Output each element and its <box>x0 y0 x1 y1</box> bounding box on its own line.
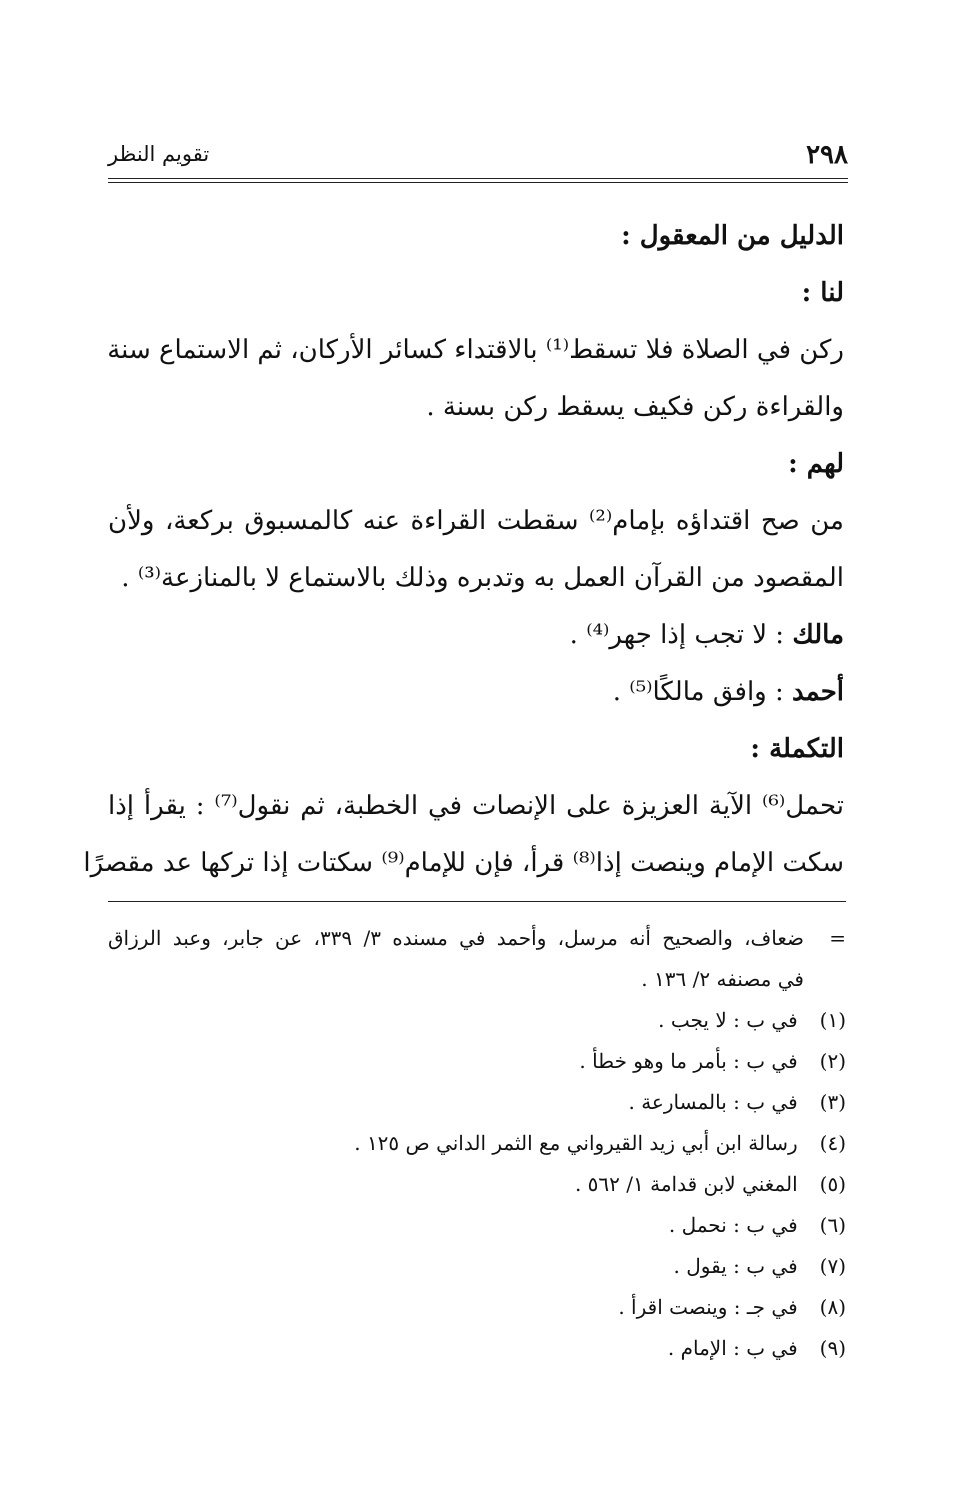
ahmad-text: : وافق مالكًا⁽⁵⁾ . <box>612 677 793 707</box>
footnote-text: ضعاف، والصحيح أنه مرسل، وأحمد في مسنده ٣/ ٣٣٩، عن جابر، وعبد الرزاق <box>108 926 804 950</box>
malik-text: : لا تجب إذا جهر⁽⁴⁾ . <box>569 620 793 650</box>
text-line: تحمل⁽⁶⁾ الآية العزيزة على الإنصات في الخطبة، ثم نقول⁽⁷⁾ : يقرأ إذا <box>108 791 844 821</box>
ahmad-paragraph <box>108 664 844 721</box>
footnote-text: في ب : لا يجب . <box>658 1008 798 1032</box>
footnote-item <box>108 1082 846 1123</box>
lahum-label: لهم : <box>788 449 844 479</box>
lana-label: لنا : <box>801 278 844 308</box>
main-text <box>83 208 844 892</box>
footnote-continuation <box>108 918 846 959</box>
footnote-text: في ب : يقول . <box>673 1254 798 1278</box>
takmila-label: التكملة : <box>750 734 844 764</box>
footnote-number: (٥) <box>819 1172 846 1196</box>
footnote-text: المغني لابن قدامة ١/ ٥٦٢ . <box>574 1172 798 1196</box>
header-rule <box>108 178 848 179</box>
malik-label: مالك <box>792 620 844 650</box>
continuation-marker: = <box>829 926 846 950</box>
footnote-continuation-line: في مصنفه ٢/ ١٣٦ . <box>641 967 804 991</box>
footnote-item <box>108 1287 846 1328</box>
footnote-text: في ب : الإمام . <box>667 1336 798 1360</box>
page-number: ٢٩٨ <box>806 140 848 170</box>
footnote-text: رسالة ابن أبي زيد القيرواني مع الثمر الداني ص ١٢٥ . <box>354 1131 798 1155</box>
footnote-number: (٤) <box>819 1131 846 1155</box>
footnote-number: (٣) <box>819 1090 846 1114</box>
footnote-item <box>108 1164 846 1205</box>
footnote-number: (٨) <box>819 1295 846 1319</box>
footnote-text: في ب : بأمر ما وهو خطأ . <box>579 1049 798 1073</box>
text-line: ركن في الصلاة فلا تسقط⁽¹⁾ بالاقتداء كسائر الأركان، ثم الاستماع سنة <box>107 335 844 365</box>
footnote-number: (٦) <box>819 1213 846 1237</box>
footnote-number: (٢) <box>819 1049 846 1073</box>
page-header <box>108 136 848 176</box>
footnote-text: في ب : نحمل . <box>668 1213 798 1237</box>
footnote-item <box>108 1000 846 1041</box>
footnote-number: (٧) <box>819 1254 846 1278</box>
footnote-item <box>108 1205 846 1246</box>
header-rule-double <box>108 182 848 183</box>
footnote-text: في جـ : وينصت اقرأ . <box>618 1295 798 1319</box>
section-heading: الدليل من المعقول : <box>621 221 844 251</box>
footnotes <box>108 918 846 1369</box>
footnote-item <box>108 1328 846 1369</box>
footnote-item <box>108 1123 846 1164</box>
footnote-text: في ب : بالمسارعة . <box>628 1090 798 1114</box>
text-line: من صح اقتداؤه بإمام⁽²⁾ سقطت القراءة عنه كالمسبوق بركعة، ولأن <box>108 506 844 536</box>
malik-paragraph <box>108 607 844 664</box>
text-line: سكت الإمام وينصت إذا⁽⁸⁾ قرأ، فإن للإمام⁽⁹⁾ سكتات إذا تركها عد مقصرًا <box>83 848 844 878</box>
text-line: المقصود من القرآن العمل به وتدبره وذلك بالاستماع لا بالمنازعة⁽³⁾ . <box>121 563 844 593</box>
running-title: تقويم النظر <box>108 142 210 166</box>
footnote-number: (١) <box>819 1008 846 1032</box>
footnote-rule <box>108 901 846 902</box>
footnote-item <box>108 1246 846 1287</box>
footnote-number: (٩) <box>819 1336 846 1360</box>
ahmad-label: أحمد <box>792 677 844 707</box>
footnote-item <box>108 1041 846 1082</box>
text-line: والقراءة ركن فكيف يسقط ركن بسنة . <box>426 392 844 422</box>
